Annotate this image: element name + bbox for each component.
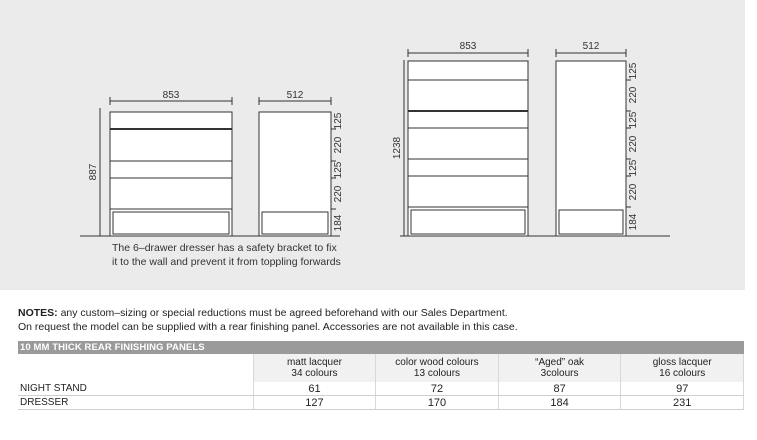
- price-cell: 231: [621, 396, 744, 410]
- dresser-width-label: 853: [459, 41, 477, 52]
- finish-colours: 13 colours: [413, 368, 461, 379]
- dresser-height-label: 1238: [392, 136, 403, 160]
- finish-header-1: [376, 354, 499, 382]
- finish-header-row: [18, 354, 744, 382]
- finish-header-2: [498, 354, 621, 382]
- nightstand-front-view: [110, 112, 232, 236]
- side-segment-label: 125: [333, 112, 344, 130]
- table-title-row: [18, 341, 744, 354]
- side-segment-label: 184: [333, 214, 344, 232]
- side-segment-label: 184: [628, 213, 639, 231]
- nightstand-depth-label: 512: [286, 90, 304, 101]
- dresser-side-view: [556, 61, 626, 236]
- side-segment-label: 220: [333, 185, 344, 203]
- side-segment-label: 125: [628, 62, 639, 80]
- finish-name: matt lacquer: [286, 356, 342, 368]
- notes-line-2: On request the model can be supplied with a rear finishing panel. Accessories are not available in this case.: [18, 321, 518, 333]
- side-segment-label: 125: [628, 159, 639, 177]
- table-row: [18, 382, 744, 396]
- dresser-depth-label: 512: [582, 41, 600, 52]
- price-cell: 97: [621, 382, 744, 396]
- finish-name: “Aged” oak: [535, 356, 585, 368]
- price-cell: 61: [253, 382, 376, 396]
- price-cell: 127: [253, 396, 376, 410]
- finish-header-0: [253, 354, 376, 382]
- notes-line-1-text: any custom–sizing or special reductions must be agreed beforehand with our Sales Department.: [57, 307, 508, 319]
- price-cell: 170: [376, 396, 499, 410]
- finish-header-empty: [18, 354, 253, 382]
- nightstand-side-view: [259, 112, 331, 236]
- table-title: 10 MM THICK REAR FINISHING PANELS: [18, 341, 744, 354]
- finish-header-3: [621, 354, 744, 382]
- finish-name: color wood colours: [395, 356, 479, 368]
- row-label: DRESSER: [18, 396, 253, 410]
- side-segment-label: 220: [628, 135, 639, 153]
- finish-colours: 34 colours: [291, 368, 338, 379]
- nightstand-side-segment-labels: [333, 112, 344, 231]
- dresser-side-segment-labels: [628, 62, 639, 230]
- nightstand-width-label: 853: [162, 90, 180, 101]
- finish-colours: 3colours: [540, 368, 579, 379]
- notes-block: [18, 306, 738, 334]
- nightstand-height-label: 887: [88, 163, 99, 181]
- price-cell: 72: [376, 382, 499, 396]
- notes-bold-label: NOTES:: [18, 307, 58, 319]
- side-segment-label: 220: [628, 183, 639, 201]
- table-row: [18, 396, 744, 410]
- row-label: NIGHT STAND: [18, 382, 253, 396]
- price-cell: 87: [498, 382, 621, 396]
- notes-line-1: [18, 306, 738, 320]
- side-segment-label: 220: [333, 136, 344, 154]
- side-segment-label: 125: [333, 161, 344, 179]
- rear-panel-price-table: [18, 341, 744, 410]
- side-segment-label: 125: [628, 111, 639, 129]
- dresser-front-view: [408, 61, 528, 236]
- safety-bracket-note: The 6–drawer dresser has a safety bracket to fix it to the wall and prevent it from toppling forwards: [112, 242, 341, 268]
- finish-name: gloss lacquer: [652, 356, 712, 368]
- side-segment-label: 220: [628, 86, 639, 104]
- finish-colours: 16 colours: [659, 368, 706, 379]
- price-cell: 184: [498, 396, 621, 410]
